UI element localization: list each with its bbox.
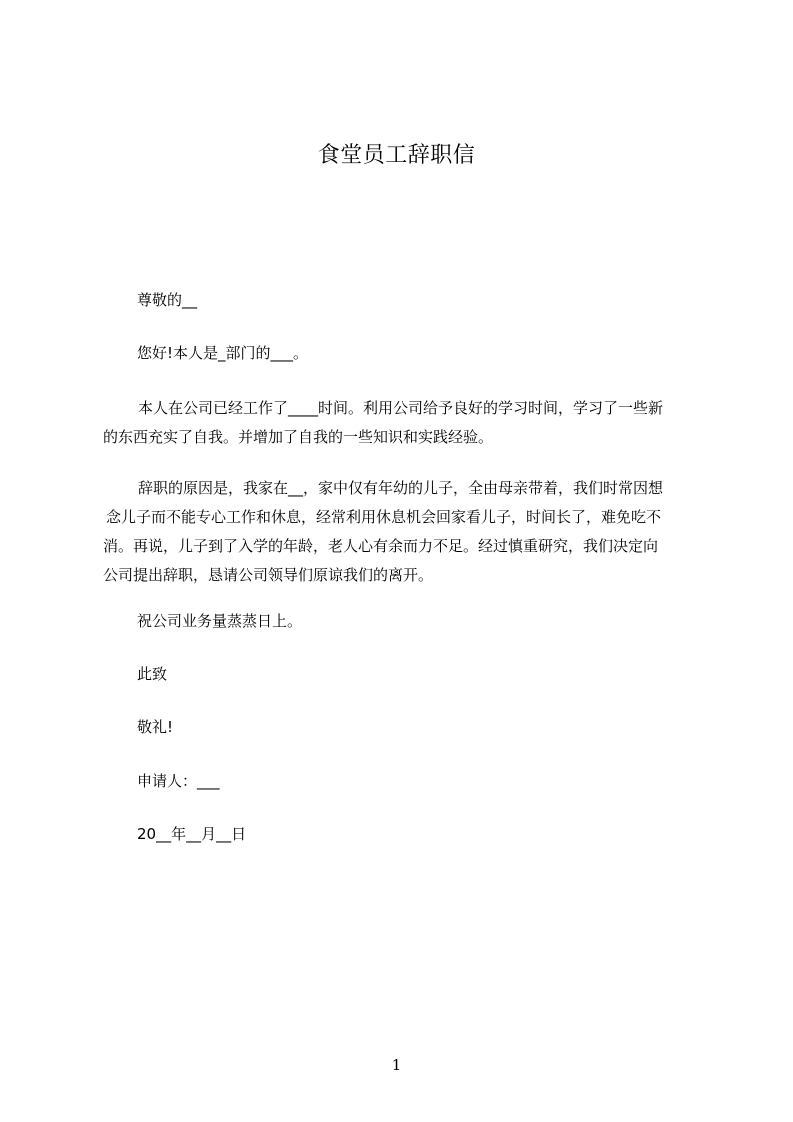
paragraph-work-history: [103, 394, 663, 452]
paragraph-resignation-reason-line-1: 辞职的原因是，我家在__，家中仅有年幼的儿子，全由母亲带着，我们时常因想: [138, 479, 664, 497]
paragraph-work-history-line-1: 本人在公司已经工作了____时间。利用公司给予良好的学习时间，学习了一些新: [138, 399, 664, 417]
closing-cizhi: 此致: [137, 665, 168, 683]
greeting: 您好!本人是_部门的___。: [137, 344, 309, 362]
closing-jingli: 敬礼!: [137, 718, 174, 736]
salutation: 尊敬的__: [137, 291, 198, 309]
page-number: 1: [391, 1056, 402, 1074]
paragraph-resignation-reason-line-3: 消。再说，儿子到了入学的年龄，老人心有余而力不足。经过慎重研究，我们决定向: [103, 537, 659, 555]
paragraph-resignation-reason-line-2: 念儿子而不能专心工作和休息，经常利用休息机会回家看儿子，时间长了，难免吃不: [106, 508, 662, 526]
date-line: 20__年__月__日: [137, 825, 247, 843]
wish-line: 祝公司业务量蒸蒸日上。: [137, 612, 303, 630]
paragraph-resignation-reason: [103, 474, 663, 590]
paragraph-work-history-line-2: 的东西充实了自我。并增加了自我的一些知识和实践经验。: [103, 428, 494, 446]
applicant-line: 申请人：___: [137, 772, 220, 790]
paragraph-resignation-reason-line-4: 公司提出辞职，恳请公司领导们原谅我们的离开。: [103, 566, 434, 584]
document-title: 食堂员工辞职信: [317, 143, 476, 168]
